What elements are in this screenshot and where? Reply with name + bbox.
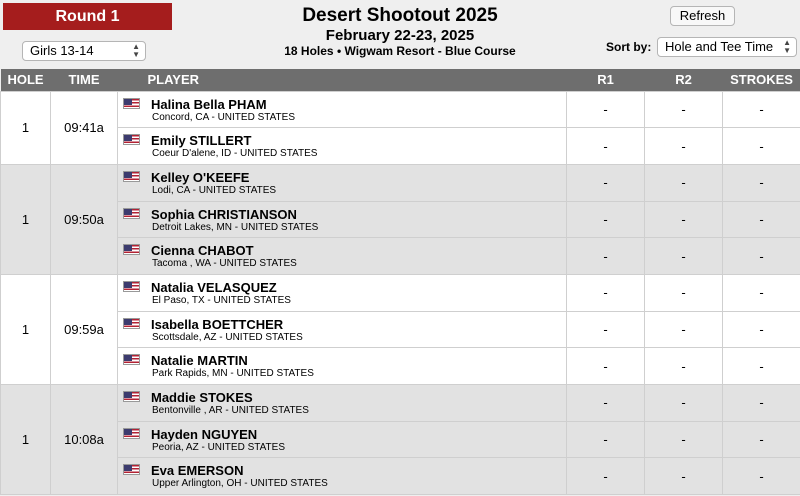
- player-name[interactable]: Cienna CHABOT: [151, 243, 254, 259]
- column-header-player[interactable]: PLAYER: [118, 69, 567, 91]
- player-location: Scottsdale, AZ - UNITED STATES: [152, 331, 303, 343]
- player-location: El Paso, TX - UNITED STATES: [152, 294, 291, 306]
- r1-score-cell: -: [567, 421, 645, 458]
- us-flag-icon: [123, 428, 140, 439]
- us-flag-icon: [123, 318, 140, 329]
- strokes-cell: -: [723, 385, 800, 422]
- column-header-strokes[interactable]: STROKES: [723, 69, 800, 91]
- player-location: Bentonville , AR - UNITED STATES: [152, 405, 309, 416]
- player-name[interactable]: Halina Bella PHAM: [151, 96, 267, 112]
- player-location: Lodi, CA - UNITED STATES: [152, 184, 277, 196]
- strokes-cell: -: [723, 421, 800, 458]
- player-name[interactable]: Kelley O'KEEFE: [151, 169, 250, 185]
- sort-label: Sort by:: [606, 40, 652, 54]
- strokes-cell: -: [723, 128, 800, 165]
- player-cell[interactable]: [118, 238, 567, 275]
- round-badge[interactable]: Round 1: [3, 3, 172, 30]
- player-cell[interactable]: [118, 91, 567, 128]
- table-row[interactable]: [1, 201, 800, 238]
- us-flag-icon: [123, 281, 140, 292]
- event-dates: February 22-23, 2025: [325, 27, 475, 44]
- r2-score-cell: -: [645, 385, 723, 422]
- player-location: Concord, CA - UNITED STATES: [152, 111, 295, 123]
- table-body: [1, 91, 800, 495]
- player-cell[interactable]: [118, 311, 567, 348]
- tee-time-cell: 09:50a: [51, 164, 118, 274]
- player-cell[interactable]: [118, 201, 567, 238]
- r1-score-cell: -: [567, 164, 645, 201]
- player-location: Coeur D'alene, ID - UNITED STATES: [152, 148, 318, 160]
- column-header-r2[interactable]: R2: [645, 69, 723, 91]
- r1-score-cell: -: [567, 311, 645, 348]
- table-row[interactable]: [1, 348, 800, 385]
- r1-score-cell: -: [567, 458, 645, 495]
- hole-cell: 1: [1, 274, 51, 384]
- player-name[interactable]: Natalia VELASQUEZ: [151, 279, 277, 295]
- player-location: Peoria, AZ - UNITED STATES: [152, 441, 285, 453]
- sort-select[interactable]: [657, 37, 797, 57]
- refresh-button[interactable]: Refresh: [670, 6, 735, 26]
- r1-score-cell: -: [567, 128, 645, 165]
- column-header-hole[interactable]: HOLE: [1, 69, 51, 91]
- strokes-cell: -: [723, 91, 800, 128]
- r2-score-cell: -: [645, 164, 723, 201]
- up-down-arrows-icon: ▲ ▼: [783, 38, 791, 55]
- r1-score-cell: -: [567, 91, 645, 128]
- player-cell[interactable]: [118, 128, 567, 165]
- r2-score-cell: -: [645, 458, 723, 495]
- r2-score-cell: -: [645, 201, 723, 238]
- player-name[interactable]: Isabella BOETTCHER: [151, 316, 284, 332]
- table-row[interactable]: [1, 238, 800, 275]
- r2-score-cell: -: [645, 311, 723, 348]
- up-down-arrows-icon: ▲ ▼: [132, 42, 140, 59]
- table-row[interactable]: [1, 458, 800, 495]
- strokes-cell: -: [723, 274, 800, 311]
- strokes-cell: -: [723, 238, 800, 275]
- tee-time-cell: 09:41a: [51, 91, 118, 164]
- r1-score-cell: -: [567, 274, 645, 311]
- hole-cell: 1: [1, 91, 51, 164]
- player-name[interactable]: Emily STILLERT: [151, 133, 252, 149]
- hole-cell: 1: [1, 385, 51, 495]
- hole-cell: 1: [1, 164, 51, 274]
- us-flag-icon: [123, 208, 140, 219]
- player-cell[interactable]: [118, 421, 567, 458]
- us-flag-icon: [123, 464, 140, 475]
- tee-time-cell: 09:59a: [51, 274, 118, 384]
- table-row[interactable]: [1, 311, 800, 348]
- us-flag-icon: [123, 391, 140, 402]
- r2-score-cell: -: [645, 91, 723, 128]
- r2-score-cell: -: [645, 421, 723, 458]
- r2-score-cell: -: [645, 238, 723, 275]
- player-cell[interactable]: [118, 385, 567, 422]
- table-row[interactable]: [1, 128, 800, 165]
- player-cell[interactable]: [118, 164, 567, 201]
- strokes-cell: -: [723, 348, 800, 385]
- tee-times-table: [0, 69, 800, 495]
- us-flag-icon: [123, 354, 140, 365]
- r1-score-cell: -: [567, 238, 645, 275]
- table-row[interactable]: [1, 274, 800, 311]
- event-course: 18 Holes • Wigwam Resort - Blue Course: [284, 44, 516, 58]
- player-location: Tacoma , WA - UNITED STATES: [152, 258, 297, 270]
- column-header-r1[interactable]: R1: [567, 69, 645, 91]
- player-location: Detroit Lakes, MN - UNITED STATES: [152, 221, 319, 233]
- top-bar: [0, 0, 800, 69]
- player-cell[interactable]: [118, 458, 567, 495]
- player-location: Park Rapids, MN - UNITED STATES: [152, 368, 314, 380]
- us-flag-icon: [123, 134, 140, 145]
- r1-score-cell: -: [567, 385, 645, 422]
- player-cell[interactable]: [118, 274, 567, 311]
- division-selected-value: Girls 13-14: [30, 43, 94, 58]
- player-name[interactable]: Natalie MARTIN: [151, 353, 248, 369]
- player-name[interactable]: Maddie STOKES: [151, 390, 253, 405]
- table-row[interactable]: [1, 421, 800, 458]
- r2-score-cell: -: [645, 128, 723, 165]
- player-name[interactable]: Sophia CHRISTIANSON: [151, 206, 297, 222]
- table-header-row: [1, 69, 800, 91]
- column-header-time[interactable]: TIME: [51, 69, 118, 91]
- r2-score-cell: -: [645, 348, 723, 385]
- player-location: Upper Arlington, OH - UNITED STATES: [152, 478, 328, 490]
- strokes-cell: -: [723, 458, 800, 495]
- player-name[interactable]: Eva EMERSON: [151, 463, 244, 479]
- r1-score-cell: -: [567, 348, 645, 385]
- sort-selected-value: Hole and Tee Time: [665, 39, 774, 54]
- us-flag-icon: [123, 171, 140, 182]
- us-flag-icon: [123, 98, 140, 109]
- tee-time-cell: 10:08a: [51, 385, 118, 495]
- r1-score-cell: -: [567, 201, 645, 238]
- r2-score-cell: -: [645, 274, 723, 311]
- table-row[interactable]: [1, 91, 800, 128]
- table-row[interactable]: [1, 164, 800, 201]
- player-cell[interactable]: [118, 348, 567, 385]
- strokes-cell: -: [723, 201, 800, 238]
- us-flag-icon: [123, 244, 140, 255]
- table-row[interactable]: [1, 385, 800, 422]
- strokes-cell: -: [723, 164, 800, 201]
- strokes-cell: -: [723, 311, 800, 348]
- event-title: Desert Shootout 2025: [302, 5, 498, 26]
- player-name[interactable]: Hayden NGUYEN: [151, 426, 258, 442]
